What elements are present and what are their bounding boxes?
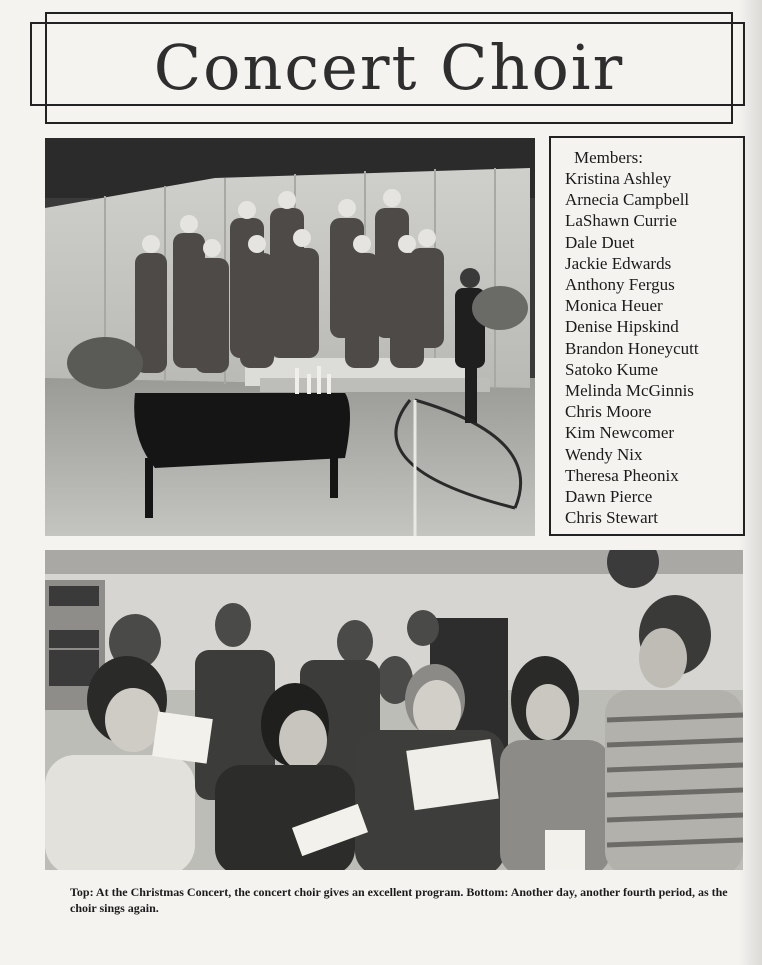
member-name: Theresa Pheonix	[565, 465, 679, 485]
page-title: Concert Choir	[153, 31, 625, 104]
member-name: Kim Newcomer	[565, 423, 675, 443]
member-name: Wendy Nix	[565, 444, 643, 464]
member-name: Jackie Edwards	[565, 253, 672, 273]
member-name: Kristina Ashley	[565, 169, 672, 188]
member-name: Chris Stewart	[565, 508, 659, 528]
member-name: Denise Hipskind	[565, 317, 679, 337]
member-name: Chris Moore	[565, 402, 652, 422]
member-name: LaShawn Currie	[565, 211, 677, 231]
member-name: Brandon Honeycutt	[565, 338, 699, 358]
member-name: Dawn Pierce	[565, 487, 653, 507]
rehearsal-photo	[45, 550, 743, 870]
members-heading: Members:	[574, 148, 643, 167]
member-name: Monica Heuer	[565, 296, 663, 316]
members-box	[549, 136, 745, 536]
title-frame	[45, 12, 733, 124]
members-list	[565, 168, 743, 528]
member-name: Anthony Fergus	[565, 275, 675, 295]
photo-caption: Top: At the Christmas Concert, the concert choir gives an excellent program. Bottom: Another day, another fourth period, as the choir sings again.	[70, 885, 728, 915]
member-name: Satoko Kume	[565, 359, 659, 379]
concert-photo	[45, 138, 535, 536]
member-name: Arnecia Campbell	[565, 190, 690, 210]
member-name: Dale Duet	[565, 232, 635, 252]
member-name: Melinda McGinnis	[565, 381, 694, 401]
